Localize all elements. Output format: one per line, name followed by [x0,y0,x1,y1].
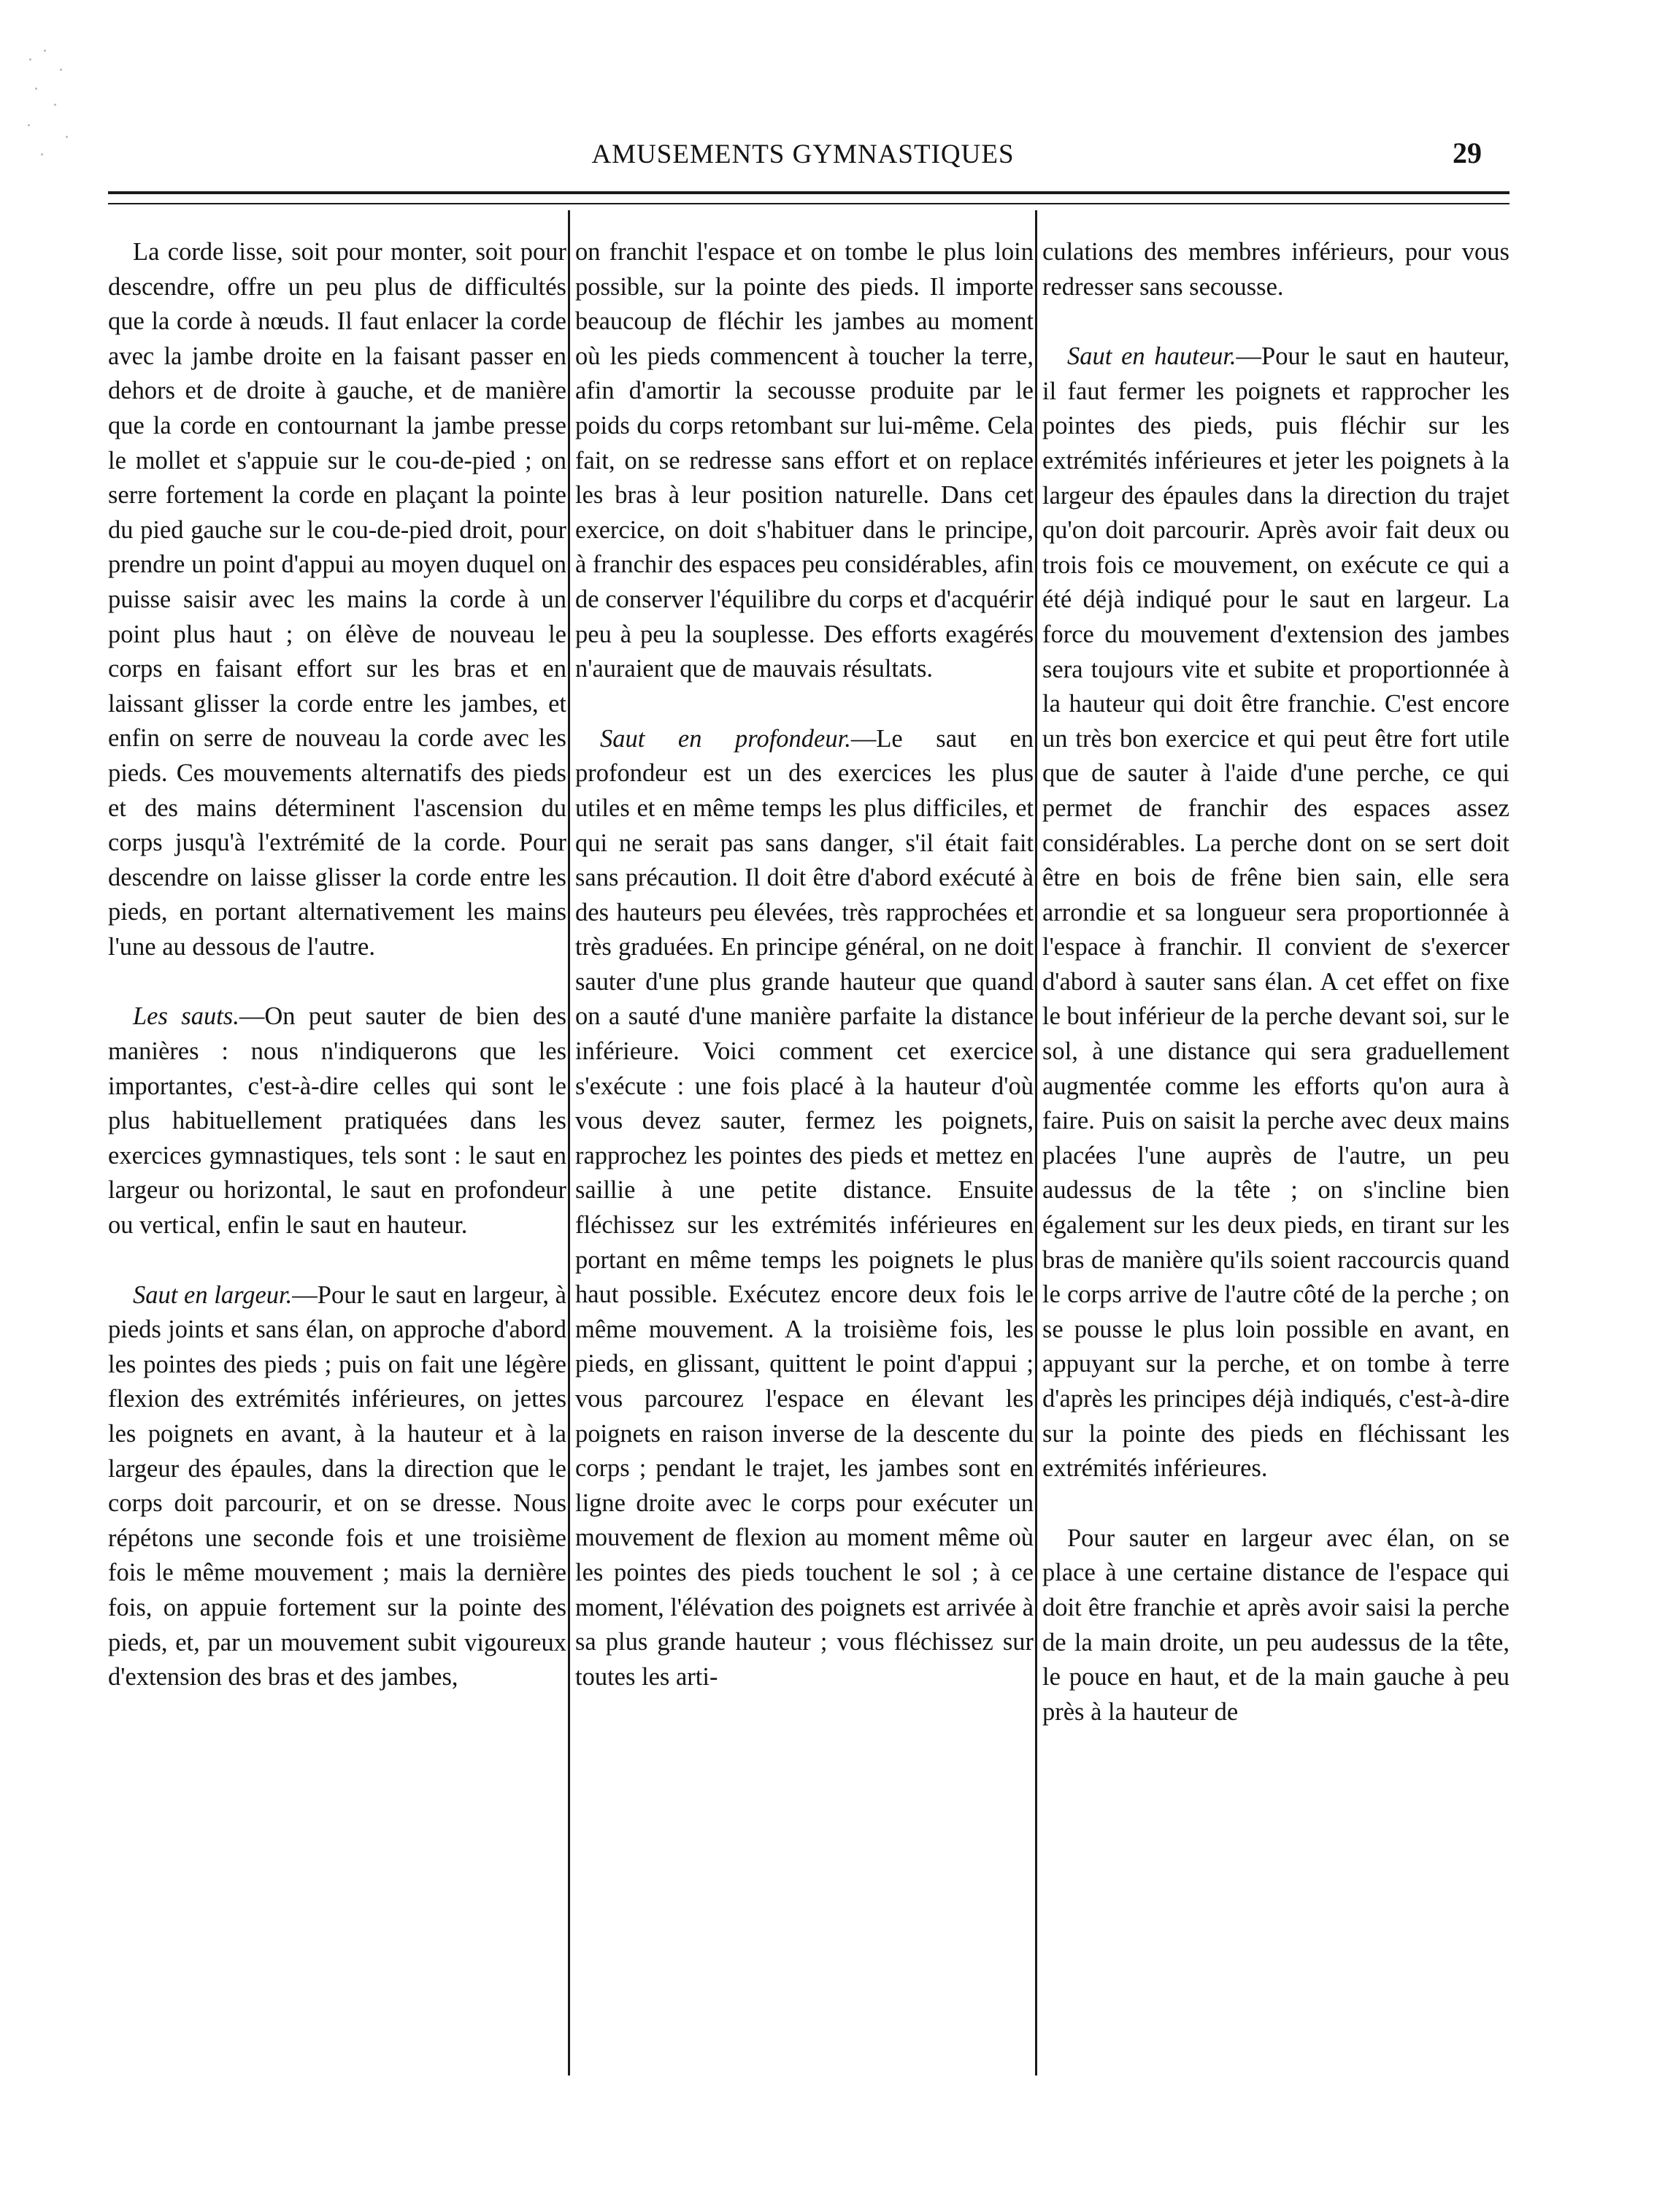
section-heading: Les sauts. [133,1002,239,1031]
text-column-1 [108,235,566,1695]
paragraph: Les sauts.—On peut sauter de bien des manières : nous n'indiquerons que les importantes, c'est-à-dire celles qui sont le plus habituellement pratiquées dans les exercices gymnastiques, tels sont : le saut en largeur ou horizontal, le saut en profondeur ou vertical, enfin le saut en hauteur. [108,1002,566,1240]
section-heading: Saut en hauteur. [1067,342,1237,371]
section-heading: Saut en profondeur. [600,724,851,753]
column-divider [1035,210,1037,2075]
paragraph: Pour sauter en largeur avec élan, on se place à une certaine distance de l'espace qui doit être franchie et après avoir saisi la perche de la main droite, un peu audessus de la tête, le pouce en haut, et de la main gauche à peu près à la hauteur de [1042,1524,1509,1726]
paragraph-continuation: on franchit l'espace et on tombe le plus loin possible, sur la pointe des pieds. Il importe beaucoup de fléchir les jambes au moment où les pieds commencent à toucher la terre, afin d'amortir la secousse produite par le poids du corps retombant sur lui-même. Cela fait, on se redresse sans effort et on replace les bras à leur position naturelle. Dans cet exercice, on doit s'habituer dans le principe, à franchir des espaces peu considérables, afin de conserver l'équilibre du corps et d'acquérir peu à peu la souplesse. Des efforts exagérés n'auraient que de mauvais résultats. [575,238,1034,683]
paragraph: Saut en hauteur.—Pour le saut en hauteur, il faut fermer les poignets et rapprocher les pointes des pieds, puis fléchir sur les extrémités inférieures et jeter les poignets à la largeur des épaules dans la direction du trajet qu'on doit parcourir. Après avoir fait deux ou trois fois ce mouvement, on exécute ce qui a été déjà indiqué pour le saut en largeur. La force du mouvement d'extension des jambes sera toujours vite et subite et proportionnée à la hauteur qui doit être franchie. C'est encore un très bon exercice et qui peut être fort utile que de sauter à l'aide d'une perche, ce qui permet de franchir des espaces assez considérables. La perche dont on se sert doit être en bois de frêne bien sain, elle sera arrondie et sa longueur sera proportionnée à l'espace à franchir. Il convient de s'exercer d'abord à sauter sans élan. A cet effet on fixe le bout inférieur de la perche devant soi, sur le sol, à une distance qui sera graduellement augmentée comme les efforts qu'on aura à faire. Puis on saisit la perche avec deux mains placées l'une auprès de l'autre, un peu audessus de la tête ; on s'incline bien également sur les deux pieds, en tirant sur les bras de manière qu'ils soient raccourcis quand le corps arrive de l'autre côté de la perche ; on se pousse le plus loin possible en avant, en appuyant sur la perche, et on tombe à terre d'après les principes déjà indiqués, c'est-à-dire sur la pointe des pieds en fléchissant les extrémités inférieures. [1042,342,1509,1483]
header-rule-thin [108,203,1509,204]
running-head [0,139,1673,175]
text-column-2 [575,235,1034,1694]
paragraph: Saut en profondeur.—Le saut en profondeur est un des exercices les plus utiles et en même temps les plus difficiles, et qui ne serait pas sans danger, s'il était fait sans précaution. Il doit être d'abord exécuté à des hauteurs peu élevées, très rapprochées et très graduées. En principe général, on ne doit sauter d'une plus grande hauteur que quand on a sauté d'une manière parfaite la distance inférieure. Voici comment cet exercice s'exécute : une fois placé à la hauteur d'où vous devez sauter, fermez les poignets, rapprochez les pointes des pieds et mettez en saillie à une petite distance. Ensuite fléchissez sur les extrémités inférieures en portant en même temps les poignets le plus haut possible. Exécutez encore deux fois le même mouvement. A la troisième fois, les pieds, en glissant, quittent le point d'appui ; vous parcourez l'espace en élevant les poignets en raison inverse de la descente du corps ; pendant le trajet, les jambes sont en ligne droite avec le corps pour exécuter un mouvement de flexion au moment même où les pointes des pieds touchent le sol ; à ce moment, l'élévation des poignets est arrivée à sa plus grande hauteur ; vous fléchissez sur toutes les arti- [575,724,1034,1691]
header-rule-thick [108,191,1509,194]
page-number: 29 [1453,137,1482,169]
paragraph-continuation: culations des membres inférieurs, pour vous redresser sans secousse. [1042,238,1509,301]
column-divider [568,210,570,2075]
running-title: AMUSEMENTS GYMNASTIQUES [591,139,1015,169]
text-column-3 [1042,235,1509,1729]
section-heading: Saut en largeur. [133,1280,293,1309]
paragraph: La corde lisse, soit pour monter, soit pour descendre, offre un peu plus de difficultés que la corde à nœuds. Il faut enlacer la corde avec la jambe droite en la faisant passer en dehors et de droite à gauche, et de manière que la corde en contournant la jambe presse le mollet et s'appuie sur le cou-de-pied ; on serre fortement la corde en plaçant la pointe du pied gauche sur le cou-de-pied droit, pour prendre un point d'appui au moyen duquel on puisse saisir avec les mains la corde à un point plus haut ; on élève de nouveau le corps en faisant effort sur les bras et en laissant glisser la corde entre les jambes, et enfin on serre de nouveau la corde avec les pieds. Ces mouvements alternatifs des pieds et des mains déterminent l'ascension du corps jusqu'à l'extrémité de la corde. Pour descendre on laisse glisser la corde entre les pieds, en portant alternativement les mains l'une au dessous de l'autre. [108,238,566,961]
paragraph: Saut en largeur.—Pour le saut en largeur, à pieds joints et sans élan, on approche d'abord les pointes des pieds ; puis on fait une légère flexion des extrémités inférieures, on jettes les poignets en avant, à la hauteur et à la largeur des épaules, dans la direction que le corps doit parcourir, et on se dresse. Nous répétons une seconde fois et une troisième fois le même mouvement ; mais la dernière fois, on appuie fortement sur la pointe des pieds, et, par un mouvement subit vigoureux d'extension des bras et des jambes, [108,1280,566,1691]
